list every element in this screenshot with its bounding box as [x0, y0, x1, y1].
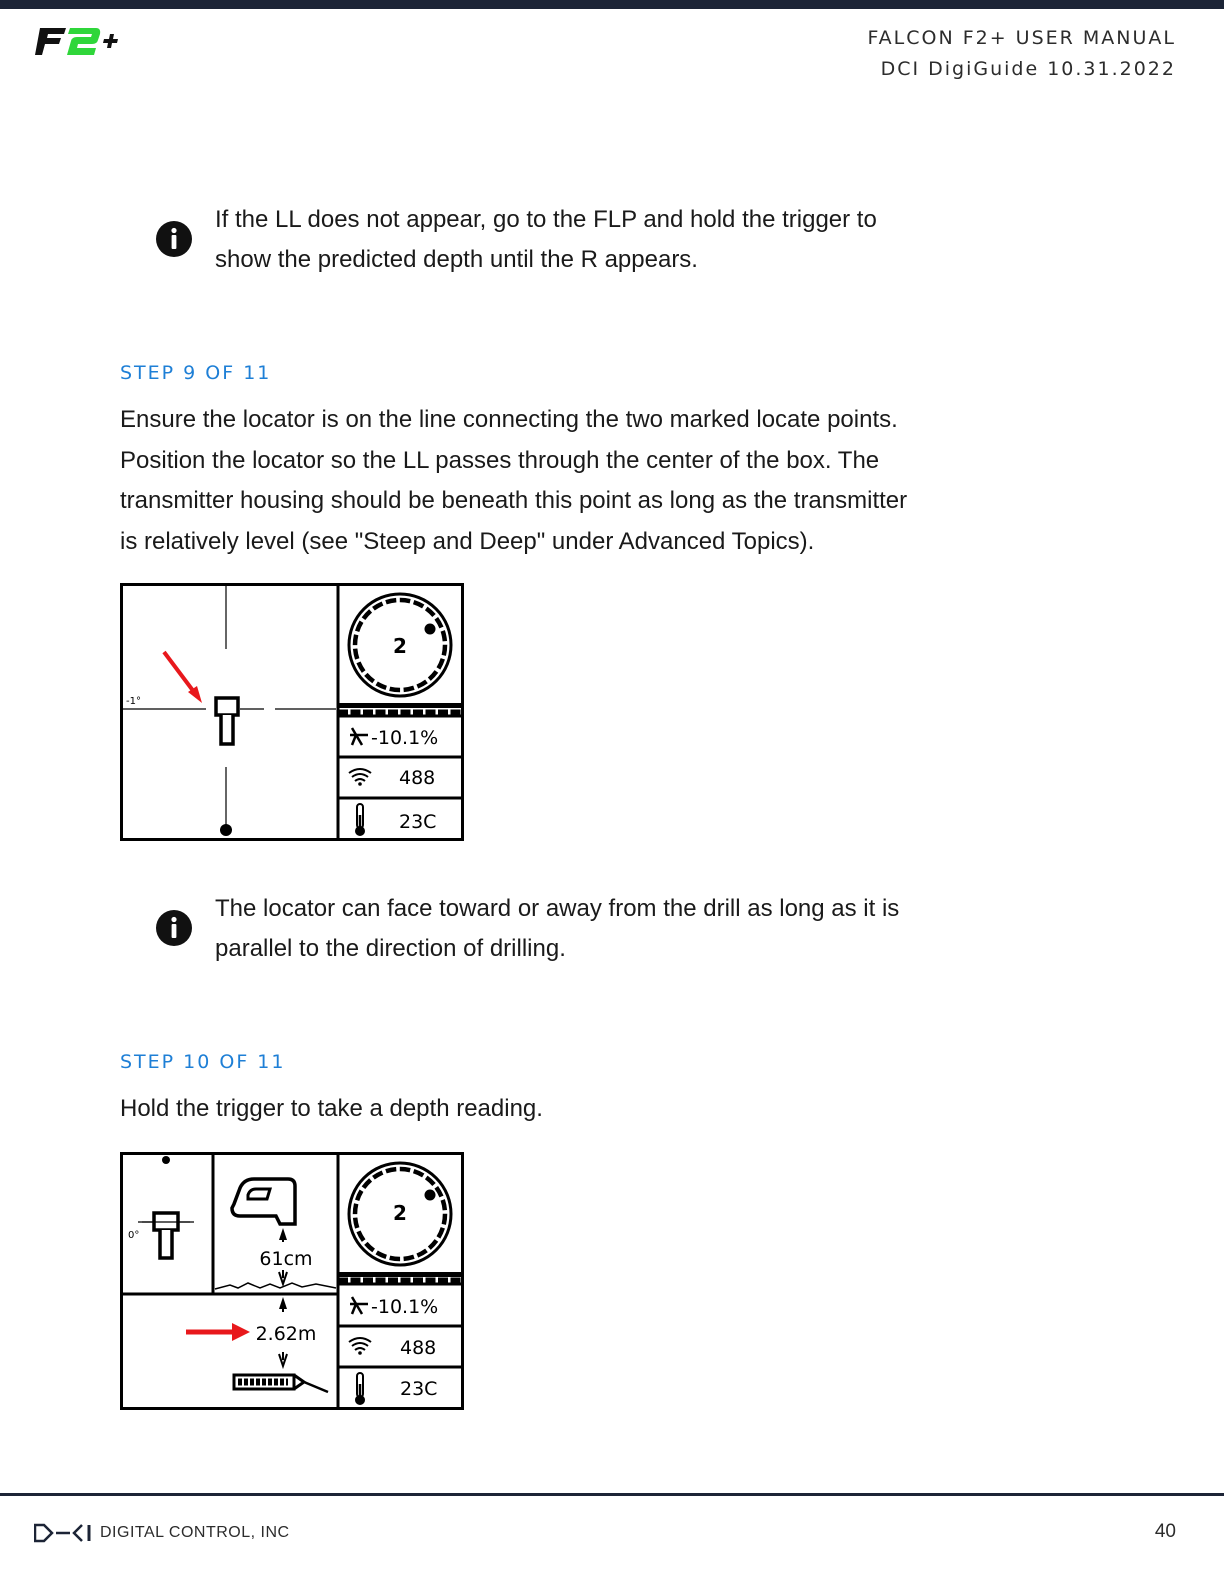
- step-9-body: Ensure the locator is on the line connecting the two marked locate points. Position the locator so the LL passes through the center of the box. The transmitter housing should be beneath this point as long as the transmitter is relatively level (see "Steep and Deep" under Advanced Topics).: [120, 406, 908, 555]
- temperature-value: 23C: [400, 1378, 438, 1400]
- info-icon: [155, 220, 193, 258]
- roll-value: 2: [393, 1201, 407, 1225]
- note-ll-not-appear: If the LL does not appear, go to the FLP and hold the trigger to show the predicted depth until the R appears.: [215, 206, 877, 273]
- page-number: 40: [1154, 1521, 1176, 1542]
- signal-strength-value: 488: [400, 1337, 437, 1359]
- pitch-angle-label: -1°: [126, 696, 141, 707]
- locator-screen-step-10: [120, 1152, 464, 1410]
- locate-point-dot: [220, 824, 232, 836]
- roll-dial: [349, 1163, 451, 1265]
- thermometer-icon: [355, 1373, 365, 1405]
- pitch-value: -10.1%: [371, 727, 439, 749]
- manual-title: FALCON F2+ USER MANUAL: [867, 27, 1176, 49]
- temperature-value: 23C: [399, 811, 437, 833]
- guide-version: DCI DigiGuide 10.31.2022: [880, 58, 1176, 80]
- note-locator-orientation: The locator can face toward or away from the drill as long as it is parallel to the direction of drilling.: [215, 895, 900, 962]
- height-value: 61cm: [259, 1248, 313, 1270]
- thermometer-icon: [355, 804, 365, 836]
- locator-screen-step-9: [120, 583, 464, 841]
- locator-height-icon: [232, 1179, 295, 1224]
- roll-value: 2: [393, 634, 407, 658]
- pitch-value: -10.1%: [371, 1296, 439, 1318]
- f2-plus-logo: [34, 24, 126, 60]
- dci-logo: [34, 1523, 92, 1543]
- locate-line-box: [216, 698, 238, 744]
- step-10-body: Hold the trigger to take a depth reading.: [120, 1095, 543, 1122]
- roll-dial: [349, 594, 451, 696]
- depth-value: 2.62m: [255, 1323, 317, 1345]
- pitch-angle-label: 0°: [128, 1230, 140, 1241]
- footer-rule: [0, 1493, 1224, 1496]
- top-bar: [0, 0, 1224, 9]
- step-10-label: STEP 10 OF 11: [120, 1051, 286, 1073]
- company-name: DIGITAL CONTROL, INC: [100, 1524, 290, 1541]
- step-9-label: STEP 9 OF 11: [120, 362, 272, 384]
- info-icon: [155, 909, 193, 947]
- signal-strength-value: 488: [399, 767, 436, 789]
